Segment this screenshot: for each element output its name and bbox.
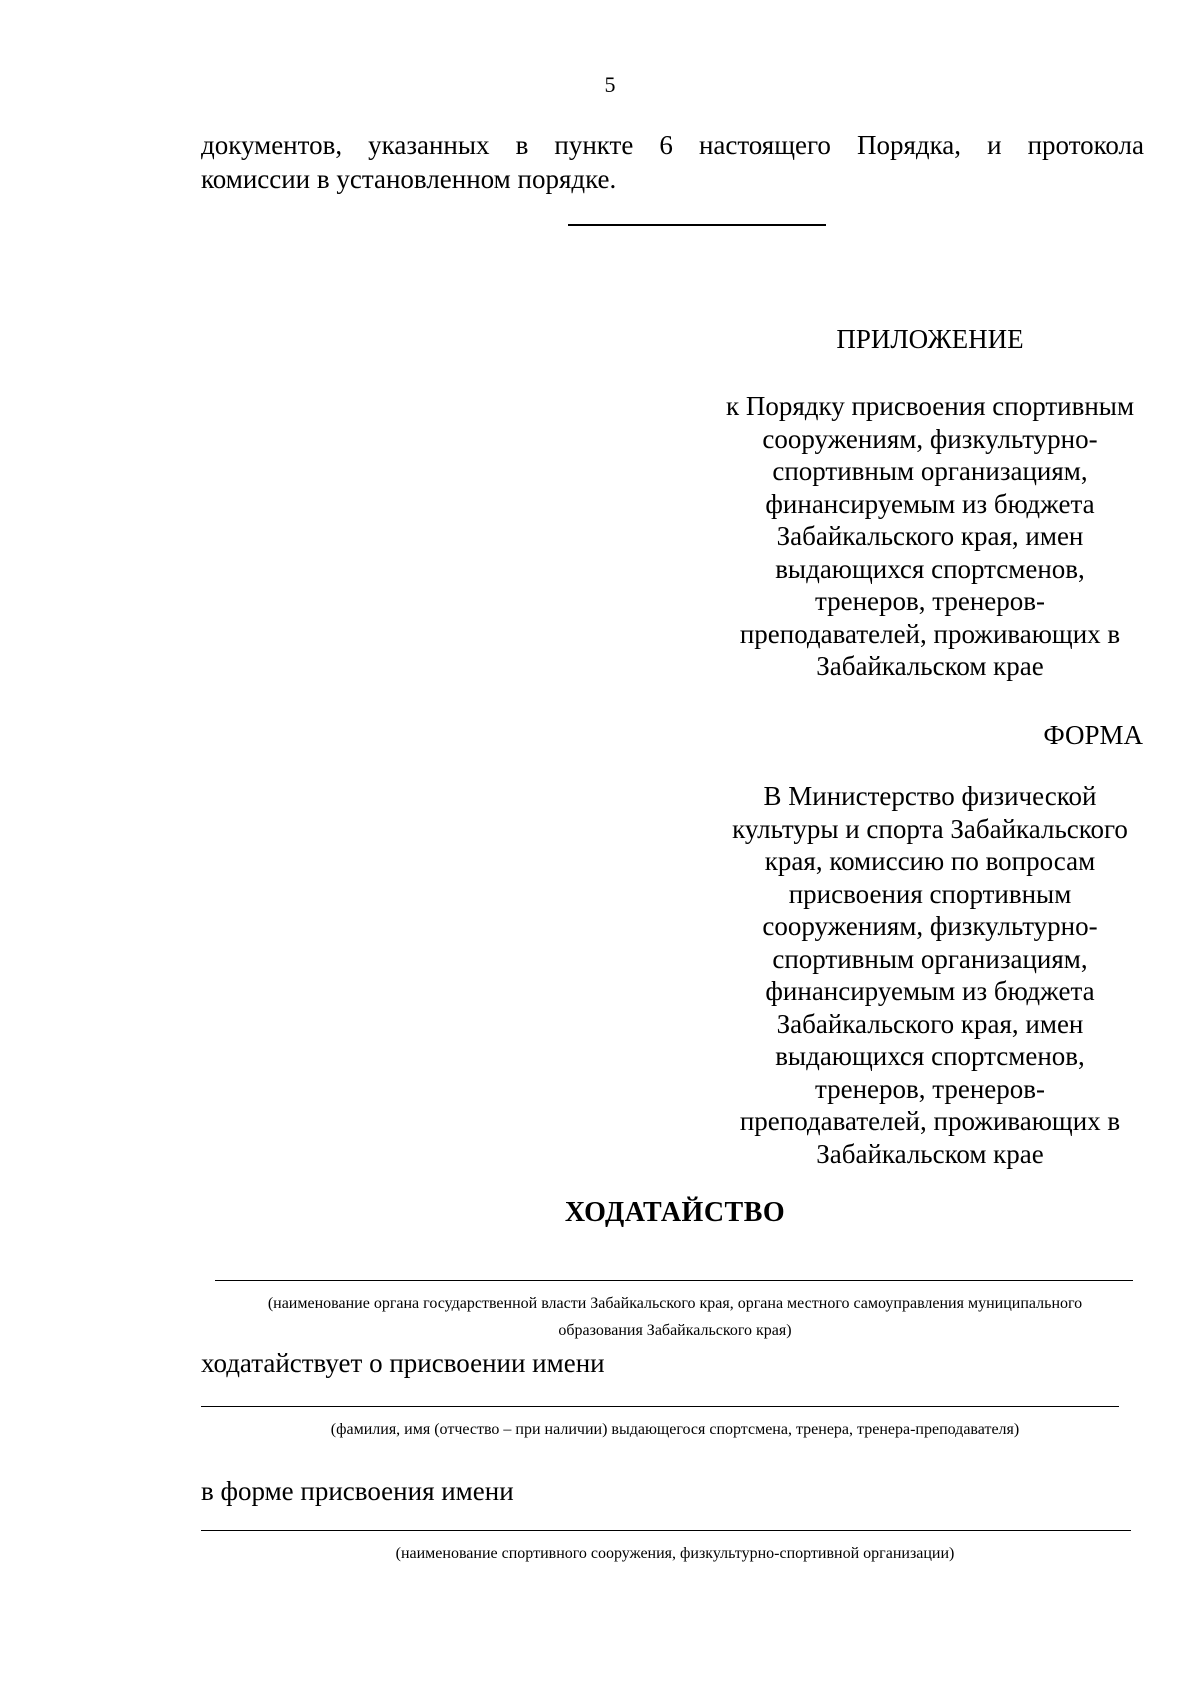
addressee-line: выдающихся спортсменов, xyxy=(775,1041,1085,1071)
section-separator xyxy=(568,224,826,226)
organ-caption-line-1: (наименование органа государственной власти Забайкальского края, органа местного самоуправления муниципального xyxy=(267,1295,1083,1312)
appendix-line: Забайкальского края, имен xyxy=(776,521,1084,551)
organ-caption-line-2: образования Забайкальского края) xyxy=(558,1322,792,1339)
appendix-line: преподавателей, проживающих в xyxy=(739,618,1121,649)
appendix-line: спортивным организациям, xyxy=(772,456,1088,486)
addressee-line: спортивным организациям, xyxy=(772,943,1088,974)
addressee-line: культуры и спорта Забайкальского xyxy=(732,813,1128,844)
person-name-caption xyxy=(200,1420,1150,1440)
addressee-line: Забайкальском крае xyxy=(816,1138,1044,1169)
organ-name-fill-line xyxy=(215,1280,1133,1281)
appendix-line: выдающихся спортсменов, xyxy=(775,553,1085,584)
person-name-fill-line xyxy=(201,1406,1119,1407)
facility-name-fill-line xyxy=(201,1530,1131,1531)
appendix-line: Забайкальском крае xyxy=(816,651,1044,681)
appendix-title: ПРИЛОЖЕНИЕ xyxy=(836,324,1024,354)
appendix-line: финансируемым из бюджета xyxy=(765,488,1095,519)
addressee-line: края, комиссию по вопросам xyxy=(764,846,1096,876)
intro-paragraph xyxy=(201,128,1144,196)
intro-line-2: комиссии в установленном порядке. xyxy=(201,164,617,194)
appendix-line: к Порядку присвоения спортивным xyxy=(725,391,1135,421)
facility-name-caption xyxy=(200,1544,1150,1564)
addressee-line: присвоения спортивным xyxy=(788,878,1072,909)
addressee-line: преподавателей, проживающих в xyxy=(739,1106,1121,1136)
person-caption-text: (фамилия, имя (отчество – при наличии) выдающегося спортсмена, тренера, тренера-преподавателя) xyxy=(330,1421,1020,1438)
appendix-reference xyxy=(690,390,1170,683)
appendix-line: тренеров, тренеров- xyxy=(814,586,1046,616)
petition-text: ходатайствует о присвоении имени xyxy=(201,1348,605,1378)
form-label: ФОРМА xyxy=(1043,720,1143,750)
facility-caption-text: (наименование спортивного сооружения, физкультурно-спортивной организации) xyxy=(395,1545,955,1562)
addressee-line: сооружениям, физкультурно- xyxy=(762,911,1098,941)
intro-line-1: документов, указанных в пункте 6 настоящего Порядка, и протокола xyxy=(201,130,1144,160)
addressee-block xyxy=(690,780,1170,1170)
appendix-line: сооружениям, физкультурно- xyxy=(762,423,1098,454)
addressee-line: тренеров, тренеров- xyxy=(814,1073,1046,1104)
form-text: в форме присвоения имени xyxy=(201,1476,514,1506)
addressee-line: Забайкальского края, имен xyxy=(776,1008,1084,1039)
organ-name-caption xyxy=(200,1294,1150,1341)
addressee-line: В Министерство физической xyxy=(763,781,1097,811)
document-title: ХОДАТАЙСТВО xyxy=(564,1197,786,1228)
page-number: 5 xyxy=(604,72,616,97)
addressee-line: финансируемым из бюджета xyxy=(765,976,1095,1006)
